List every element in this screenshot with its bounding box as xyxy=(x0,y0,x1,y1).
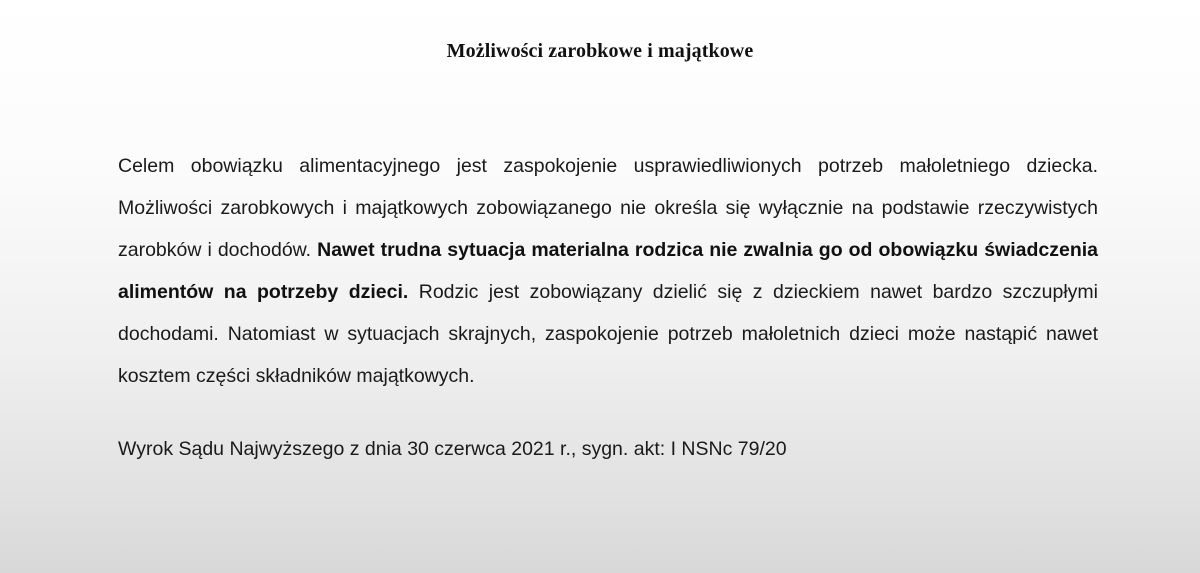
main-paragraph xyxy=(118,145,1098,397)
paragraph-bold-statement: Nawet trudna sytuacja materialna rodzica nie zwalnia go od obowiązku świadczenia alimentów na potrzeby dzieci. xyxy=(118,239,1098,303)
slide-title: Możliwości zarobkowe i majątkowe xyxy=(446,40,754,62)
court-ruling-citation: Wyrok Sądu Najwyższego z dnia 30 czerwca 2021 r., sygn. akt: I NSNc 79/20 xyxy=(118,438,787,460)
paragraph-text-conclusion: Rodzic jest zobowiązany dzielić się z dzieckiem nawet bardzo szczupłymi dochodami. Natomiast w sytuacjach skrajnych, zaspokojenie potrzeb małoletnich dzieci może nastąpić nawet kosztem części składników majątkowych. xyxy=(118,281,1099,387)
paragraph-text-intro: Celem obowiązku alimentacyjnego jest zaspokojenie usprawiedliwionych potrzeb małoletniego dziecka. Możliwości zarobkowych i majątkowych zobowiązanego nie określa się wyłącznie na podstawie rzeczywistych zarobków i dochodów. xyxy=(118,155,1098,261)
